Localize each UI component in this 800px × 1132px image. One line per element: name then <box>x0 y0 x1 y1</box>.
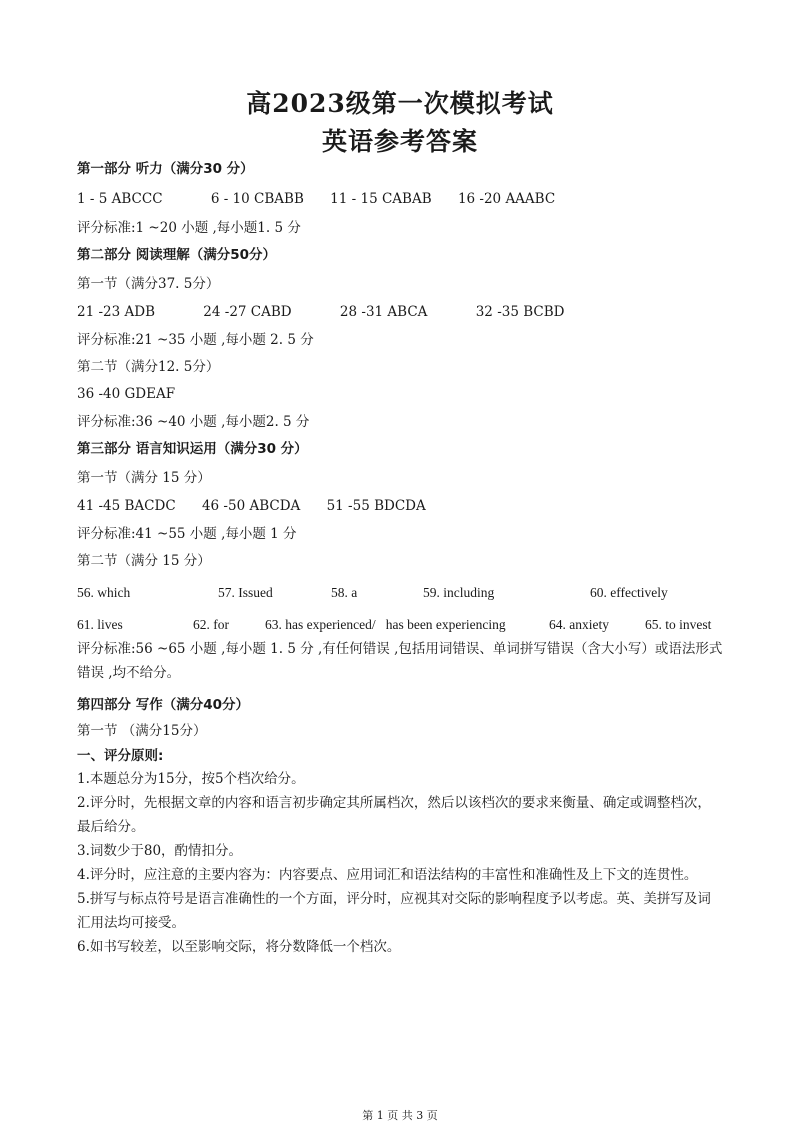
part3-heading: 第三部分 语言知识运用（满分30 分） <box>77 441 308 457</box>
part4-section1-title: 第一节 （满分15分） <box>77 723 207 739</box>
document-title: 英语参考答案 <box>321 127 478 156</box>
part2-section1-title: 第一节（满分37. 5分） <box>77 276 220 292</box>
rule-item: 6.如书写较差，以至影响交际，将分数降低一个档次。 <box>77 939 401 955</box>
answer-item: 63. has experienced/ has been experiencing <box>265 617 506 632</box>
part2-section2-answers: 36 -40 GDEAF <box>77 386 176 402</box>
part1-heading: 第一部分 听力（满分30 分） <box>77 161 254 177</box>
exam-title: 高2023级第一次模拟考试 <box>246 89 554 118</box>
part3-section1-answers <box>77 497 426 515</box>
principles-title: 一、评分原则: <box>77 748 164 764</box>
part3-section2-standard: 评分标准:56 ~65 小题 ,每小题 1. 5 分 ,有任何错误 ,包括用词错误、单词拼写错误（含大小写）或语法形式错误 ,均不给分。 <box>77 641 723 681</box>
answer-group: 32 -35 BCBD <box>475 304 565 320</box>
answer-group: 46 -50 ABCDA <box>201 498 301 514</box>
answer-item: 58. a <box>331 585 358 600</box>
part2-section1-answers <box>77 303 564 321</box>
answer-group: 51 -55 BDCDA <box>326 498 426 514</box>
rule-item: 2.评分时，先根据文章的内容和语言初步确定其所属档次，然后以该档次的要求来衡量、确定或调整档次，最后给分。 <box>77 795 711 835</box>
answer-item: 65. to invest <box>645 617 712 632</box>
part3-section2-title: 第二节（满分 15 分） <box>77 553 211 569</box>
part2-section2-title: 第二节（满分12. 5分） <box>77 359 220 375</box>
part2-section1-standard: 评分标准:21 ~35 小题 ,每小题 2. 5 分 <box>77 332 314 348</box>
rule-item: 3.词数少于80，酌情扣分。 <box>77 843 243 859</box>
page-number: 第 1 页 共 3 页 <box>362 1109 438 1122</box>
answer-item: 61. lives <box>77 617 123 632</box>
answer-group: 41 -45 BACDC <box>77 498 176 514</box>
answer-group: 1 - 5 ABCCC <box>77 191 163 207</box>
part1-answers <box>77 190 555 208</box>
part1-standard: 评分标准:1 ~20 小题 ,每小题1. 5 分 <box>77 220 301 236</box>
answer-group: 11 - 15 CABAB <box>330 191 432 207</box>
part4-heading: 第四部分 写作（满分40分） <box>77 697 249 713</box>
rule-item: 1.本题总分为15分，按5个档次给分。 <box>77 771 305 787</box>
answer-item: 62. for <box>193 617 229 632</box>
rule-item: 4.评分时，应注意的主要内容为：内容要点、应用词汇和语法结构的丰富性和准确性及上下文的连贯性。 <box>77 867 698 883</box>
scoring-rules <box>77 767 723 959</box>
part3-section1-standard: 评分标准:41 ~55 小题 ,每小题 1 分 <box>77 526 297 542</box>
answer-item: 64. anxiety <box>549 617 609 632</box>
answer-group: 21 -23 ADB <box>77 304 155 320</box>
answer-item: 59. including <box>423 585 495 600</box>
answer-group: 28 -31 ABCA <box>339 304 428 320</box>
part2-heading: 第二部分 阅读理解（满分50分） <box>77 247 276 263</box>
answer-item: 60. effectively <box>590 585 668 600</box>
answer-group: 24 -27 CABD <box>203 304 292 320</box>
answer-group: 6 - 10 CBABB <box>210 191 304 207</box>
part2-section2-standard: 评分标准:36 ~40 小题 ,每小题2. 5 分 <box>77 414 310 430</box>
rule-item: 5.拼写与标点符号是语言准确性的一个方面，评分时，应视其对交际的影响程度予以考虑。英、美拼写及词汇用法均可接受。 <box>77 891 711 931</box>
part3-section1-title: 第一节（满分 15 分） <box>77 470 211 486</box>
answer-item: 56. which <box>77 585 131 600</box>
answer-group: 16 -20 AAABC <box>457 191 556 207</box>
answer-item: 57. Issued <box>218 585 273 600</box>
